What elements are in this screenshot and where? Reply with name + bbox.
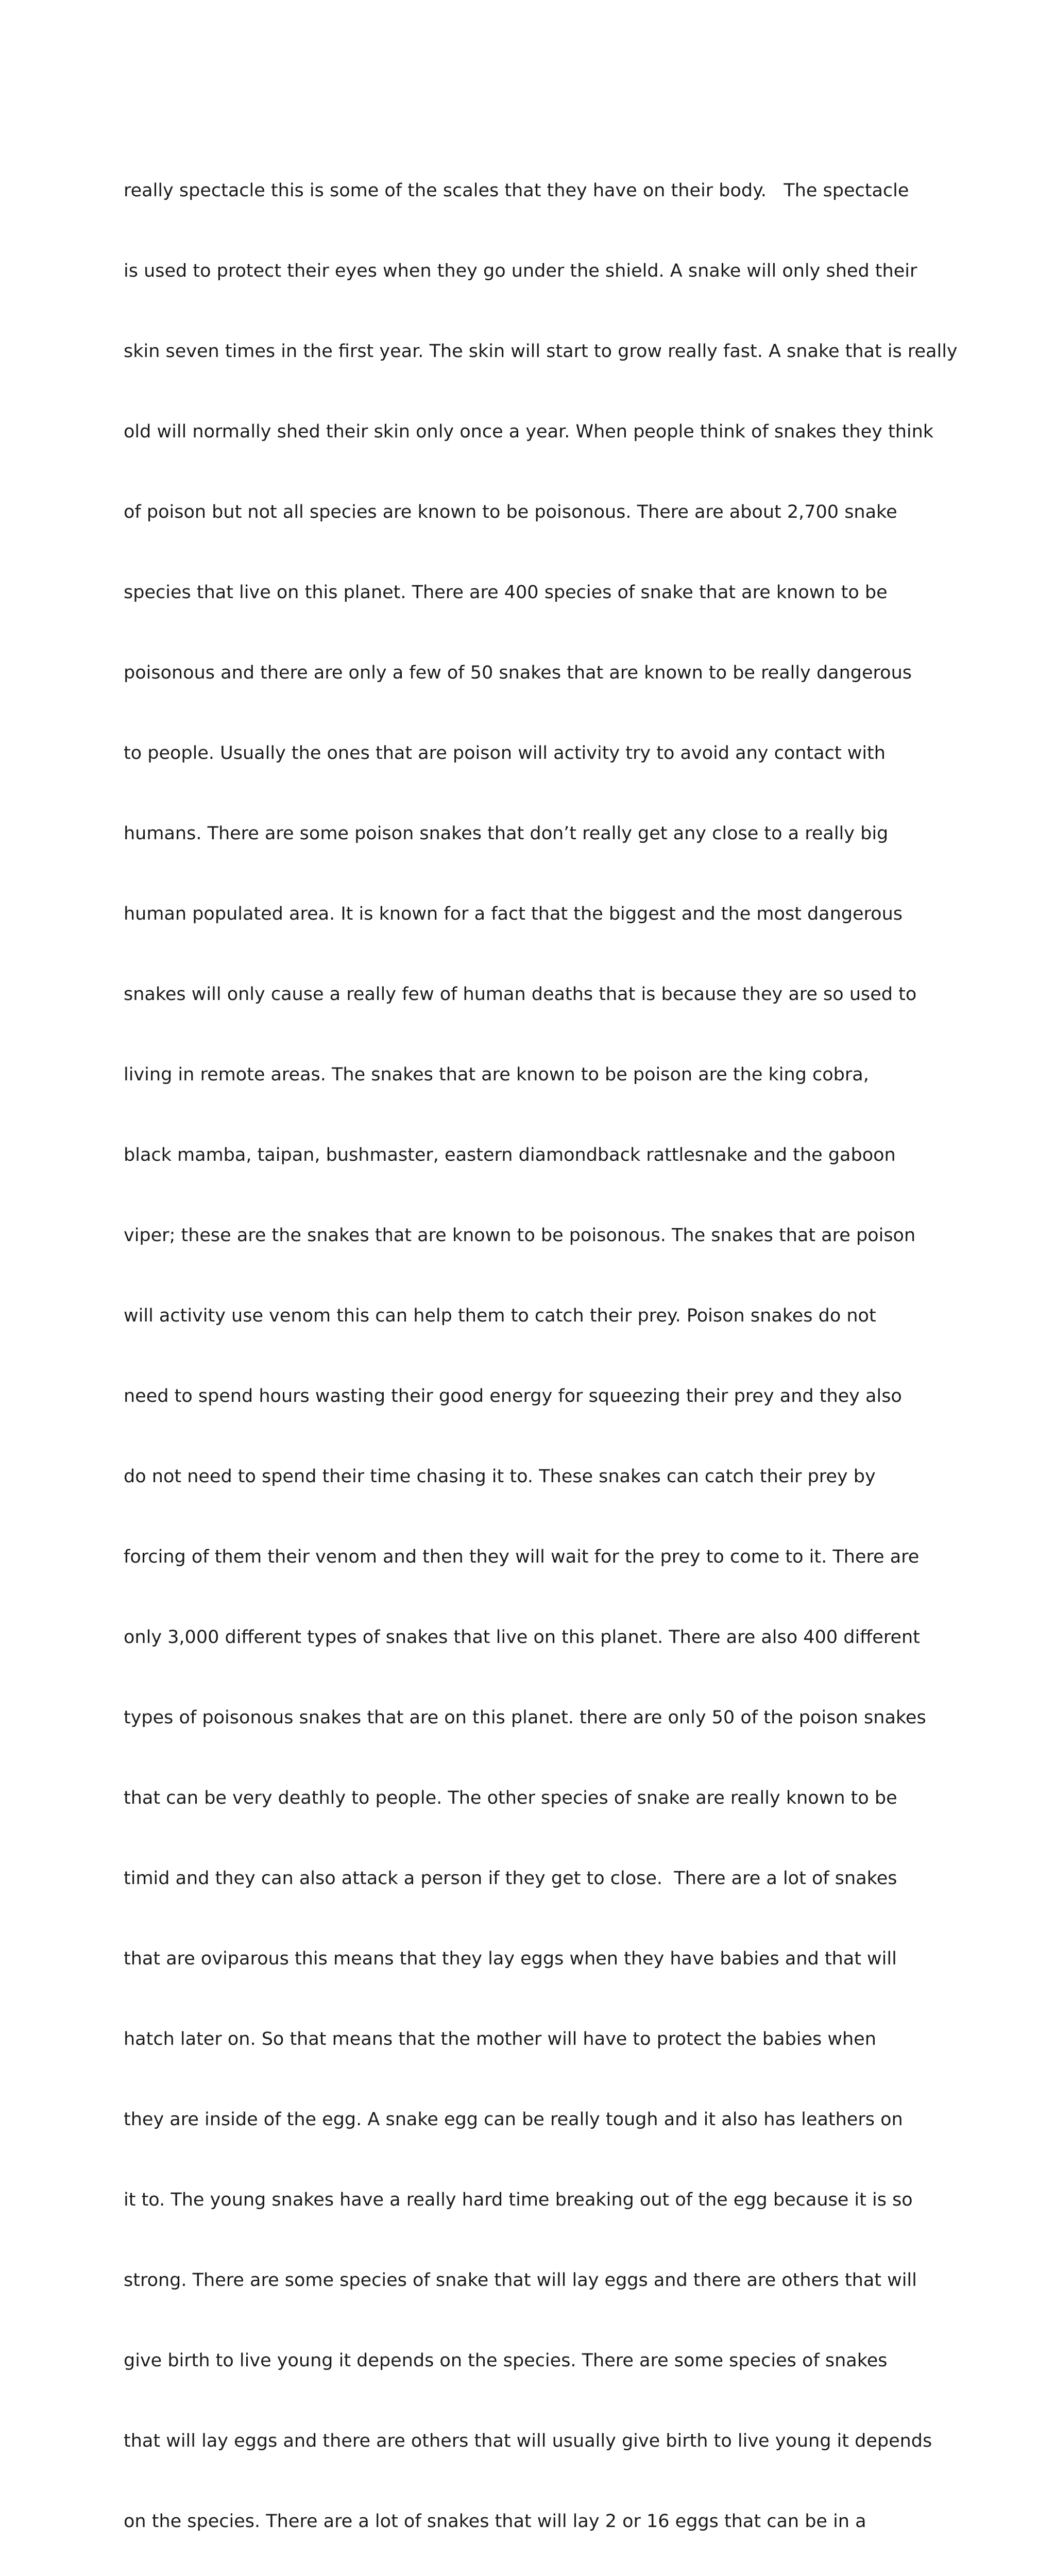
text-line: types of poisonous snakes that are on this planet. there are only 50 of the poison snakes [124,1707,926,1728]
text-line: that are oviparous this means that they lay eggs when they have babies and that will [124,1948,897,1969]
text-line: on the species. There are a lot of snakes that will lay 2 or 16 eggs that can be in a [124,2511,866,2532]
text-line: humans. There are some poison snakes that don’t really get any close to a really big [124,823,889,844]
text-line: forcing of them their venom and then they will wait for the prey to come to it. There are [124,1547,920,1567]
body-text [124,124,958,2576]
text-line: snakes will only cause a really few of human deaths that is because they are so used to [124,984,917,1005]
text-line: really spectacle this is some of the scales that they have on their body. The spectacle [124,180,909,201]
text-line: need to spend hours wasting their good energy for squeezing their prey and they also [124,1386,902,1406]
text-line: human populated area. It is known for a fact that the biggest and the most dangerous [124,904,903,924]
text-line: only 3,000 different types of snakes that live on this planet. There are also 400 different [124,1627,920,1648]
text-line: it to. The young snakes have a really hard time breaking out of the egg because it is so [124,2190,913,2210]
text-line: black mamba, taipan, bushmaster, eastern diamondback rattlesnake and the gaboon [124,1145,896,1165]
text-line: hatch later on. So that means that the mother will have to protect the babies when [124,2029,876,2049]
text-line: that will lay eggs and there are others that will usually give birth to live young it depends [124,2431,932,2451]
text-line: that can be very deathly to people. The other species of snake are really known to be [124,1788,897,1808]
text-line: strong. There are some species of snake that will lay eggs and there are others that will [124,2270,917,2291]
text-line: to people. Usually the ones that are poison will activity try to avoid any contact with [124,743,886,764]
text-line: of poison but not all species are known to be poisonous. There are about 2,700 snake [124,502,897,522]
text-line: old will normally shed their skin only once a year. When people think of snakes they think [124,421,934,442]
text-line: species that live on this planet. There are 400 species of snake that are known to be [124,582,888,603]
text-line: timid and they can also attack a person if they get to close. There are a lot of snakes [124,1868,897,1889]
text-line: give birth to live young it depends on the species. There are some species of snakes [124,2350,888,2371]
text-line: will activity use venom this can help them to catch their prey. Poison snakes do not [124,1306,876,1326]
text-line: do not need to spend their time chasing it to. These snakes can catch their prey by [124,1466,876,1487]
text-line: skin seven times in the first year. The skin will start to grow really fast. A snake that is really [124,341,958,362]
text-line: viper; these are the snakes that are known to be poisonous. The snakes that are poison [124,1225,916,1246]
text-line: poisonous and there are only a few of 50 snakes that are known to be really dangerous [124,663,912,683]
text-line: is used to protect their eyes when they go under the shield. A snake will only shed their [124,261,917,281]
text-line: they are inside of the egg. A snake egg can be really tough and it also has leathers on [124,2109,903,2130]
text-line: living in remote areas. The snakes that are known to be poison are the king cobra, [124,1064,869,1085]
